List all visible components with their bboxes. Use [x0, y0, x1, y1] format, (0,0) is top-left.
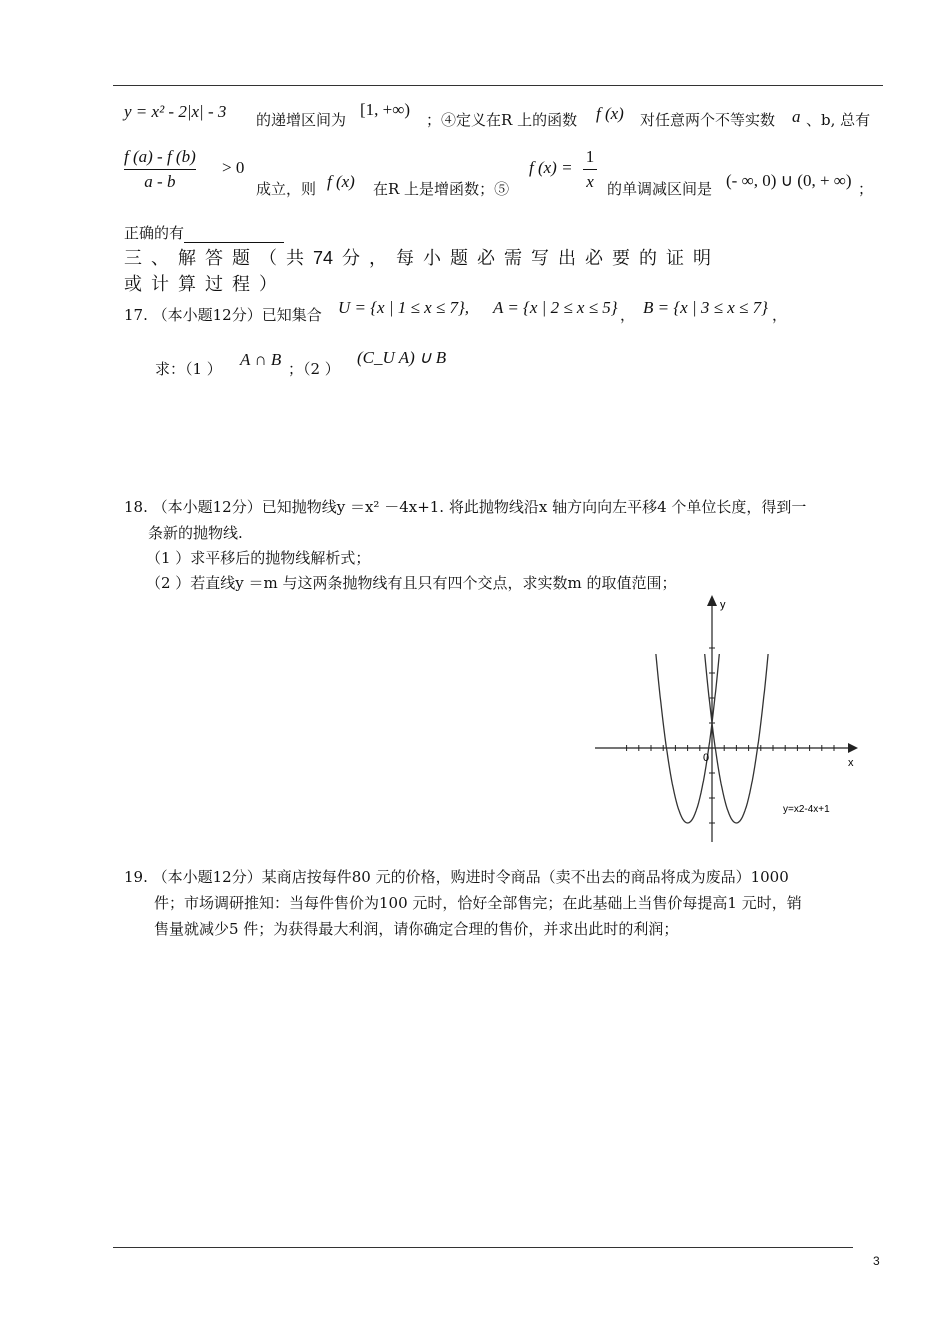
section-heading-line2: 或 计 算 过 程 ）	[124, 274, 278, 294]
q17-sep: ，	[620, 306, 636, 324]
text-holds: 成立，则	[256, 180, 317, 198]
one-over-x	[583, 147, 597, 192]
decreasing-interval: (- ∞, 0) ∪ (0, + ∞)	[726, 171, 852, 190]
text-increasing-interval: 的递增区间为	[256, 111, 347, 129]
text-any-two: 对任意两个不等实数	[640, 111, 776, 129]
text-statement-4: ；④定义在R 上的函数	[426, 111, 578, 129]
y-axis-arrow-icon	[707, 595, 717, 606]
q17-prompt: 17. （本小题12分）已知集合	[124, 306, 322, 324]
difference-quotient	[124, 147, 196, 192]
denominator: a - b	[144, 172, 176, 191]
x-axis-label: x	[848, 757, 854, 769]
q17-end: ，	[772, 306, 788, 324]
set-u: U = {x | 1 ≤ x ≤ 7},	[338, 298, 470, 317]
correct-answers-label	[124, 222, 284, 243]
numerator: f (a) - f (b)	[124, 147, 196, 166]
x-axis-arrow-icon	[848, 743, 858, 753]
curve-label: y=x2-4x+1	[783, 804, 830, 815]
fx-expression-2: f (x)	[327, 172, 355, 191]
function-expression: y = x² - 2|x| - 3	[124, 102, 227, 121]
q18-sub2: （2 ）若直线y ＝m 与这两条抛物线有且只有四个交点，求实数m 的取值范围；	[146, 574, 677, 592]
q19-line2: 件；市场调研推知：当每件售价为100 元时，恰好全部售完；在此基础上当售价每提高1 元时，销	[154, 894, 802, 912]
semicolon: ；	[858, 180, 874, 198]
interval-expression: [1, +∞)	[360, 100, 411, 119]
text-decreasing-interval: 的单调减区间是	[607, 180, 713, 198]
q17-ask: 求：（1 ）	[155, 360, 222, 378]
q17-mid: ；（2 ）	[288, 360, 340, 378]
fx-equals: f (x) =	[529, 158, 573, 177]
text-and-b: 、b, 总有	[806, 111, 871, 129]
header-rule	[113, 85, 883, 86]
set-a: A = {x | 2 ≤ x ≤ 5}	[493, 298, 618, 317]
q18-sub1: （1 ）求平移后的抛物线解析式；	[146, 549, 371, 567]
q18-line2: 条新的抛物线.	[148, 524, 243, 542]
frac-denominator: x	[586, 172, 594, 191]
y-axis-label: y	[720, 599, 726, 611]
fraction-bar-2	[583, 169, 597, 170]
correct-label-text: 正确的有	[124, 224, 185, 242]
q17-part1: A ∩ B	[240, 350, 282, 369]
var-a: a	[792, 107, 801, 126]
greater-than-zero: > 0	[222, 158, 245, 177]
q19-line1: 19. （本小题12分）某商店按每件80 元的价格，购进时令商品（卖不出去的商品将成为废品）1000	[124, 868, 789, 886]
page-number: 3	[873, 1254, 880, 1268]
text-increasing-on-r: 在R 上是增函数；⑤	[373, 180, 510, 198]
q18-line1: 18. （本小题12分）已知抛物线y ＝x² －4x+1. 将此抛物线沿x 轴方向向左平移4 个单位长度，得到一	[124, 498, 807, 516]
parabola-graph	[590, 590, 870, 850]
answer-blank	[184, 226, 284, 243]
fx-expression: f (x)	[596, 104, 624, 123]
q17-part2: (C_U A) ∪ B	[357, 348, 447, 367]
q19-line3: 售量就减少5 件；为获得最大利润，请你确定合理的售价，并求出此时的利润；	[154, 920, 679, 938]
frac-numerator: 1	[585, 147, 595, 166]
footer-rule	[113, 1247, 853, 1248]
origin-label: 0	[703, 752, 710, 764]
fraction-bar	[124, 169, 196, 170]
set-b: B = {x | 3 ≤ x ≤ 7}	[643, 298, 768, 317]
section-heading-line1: 三 、 解 答 题 （ 共 74 分 ， 每 小 题 必 需 写 出 必 要 的 证 明	[124, 248, 712, 268]
